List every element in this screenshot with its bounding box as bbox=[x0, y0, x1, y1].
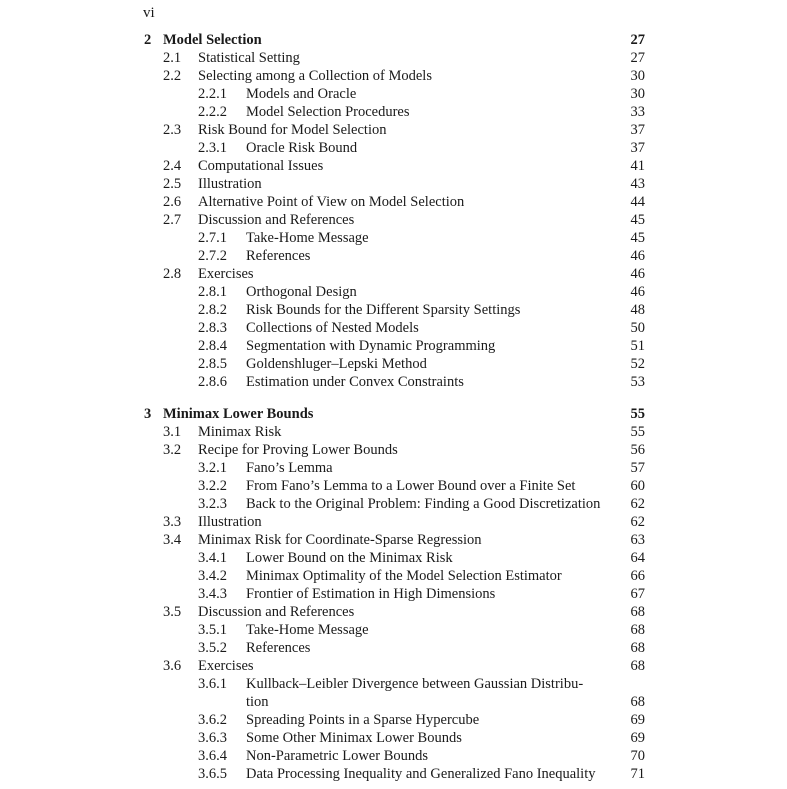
toc-entry-number: 2.7 bbox=[163, 212, 182, 228]
toc-entry-number: 3.2.2 bbox=[198, 478, 227, 494]
toc-entry-number: 2.8 bbox=[163, 266, 182, 282]
toc-subsection-row bbox=[0, 567, 787, 585]
toc-entry-title: Estimation under Convex Constraints bbox=[246, 374, 464, 390]
toc-entry-page: 27 bbox=[630, 32, 645, 48]
toc-entry-number: 2 bbox=[144, 32, 152, 48]
toc-entry-number: 3.4.3 bbox=[198, 586, 227, 602]
toc-entry-title: Minimax Risk for Coordinate-Sparse Regression bbox=[198, 532, 482, 548]
toc-subsection-row bbox=[0, 319, 787, 337]
toc-entry-number: 2.2 bbox=[163, 68, 182, 84]
toc-subsection-row bbox=[0, 711, 787, 729]
toc-entry-title: Take-Home Message bbox=[246, 230, 369, 246]
toc-section-row bbox=[0, 265, 787, 283]
toc-chapter-row bbox=[0, 405, 787, 423]
toc-entry-page: 50 bbox=[630, 320, 645, 336]
toc-subsection-row bbox=[0, 139, 787, 157]
toc-section-row bbox=[0, 657, 787, 675]
toc-entry-number: 2.8.6 bbox=[198, 374, 227, 390]
toc-entry-title: Exercises bbox=[198, 266, 254, 282]
toc-section-row bbox=[0, 531, 787, 549]
toc-subsection-row bbox=[0, 747, 787, 765]
toc-entry-title: Selecting among a Collection of Models bbox=[198, 68, 432, 84]
toc-section-row bbox=[0, 121, 787, 139]
toc-entry-number: 3.4.2 bbox=[198, 568, 227, 584]
toc-entry-title: Non-Parametric Lower Bounds bbox=[246, 748, 429, 764]
toc-subsection-row bbox=[0, 85, 787, 103]
toc-subsection-row bbox=[0, 639, 787, 657]
toc-entry-page: 30 bbox=[630, 86, 645, 102]
toc-entry-title: Lower Bound on the Minimax Risk bbox=[246, 550, 453, 566]
toc-subsection-row bbox=[0, 301, 787, 319]
toc-subsection-row bbox=[0, 621, 787, 639]
toc-entry-title: Discussion and References bbox=[198, 212, 355, 228]
toc-entry-number: 3.1 bbox=[163, 424, 182, 440]
toc-entry-number: 3.6.3 bbox=[198, 730, 227, 746]
toc-entry-page: 27 bbox=[630, 50, 645, 66]
toc-section-row bbox=[0, 603, 787, 621]
toc-entry-title: Kullback–Leibler Divergence between Gaussian Distribu- bbox=[246, 676, 584, 692]
toc-entry-page: 69 bbox=[630, 712, 645, 728]
toc-entry-number: 2.2.2 bbox=[198, 104, 227, 120]
toc-entry-title: Some Other Minimax Lower Bounds bbox=[246, 730, 462, 746]
toc-entry-title: Collections of Nested Models bbox=[246, 320, 419, 336]
toc-entry-number: 3.6.5 bbox=[198, 766, 227, 782]
toc-entry-number: 3.6 bbox=[163, 658, 182, 674]
toc-subsection-row bbox=[0, 585, 787, 603]
toc-entry-title: Data Processing Inequality and Generalized Fano Inequality bbox=[246, 766, 596, 782]
toc-entry-number: 2.1 bbox=[163, 50, 182, 66]
toc-entry-title: Orthogonal Design bbox=[246, 284, 357, 300]
toc-entry-page: 57 bbox=[630, 460, 645, 476]
toc-entry-page: 45 bbox=[630, 230, 645, 246]
toc-entry-number: 3.2 bbox=[163, 442, 182, 458]
toc-entry-page: 67 bbox=[630, 586, 645, 602]
toc-section-row bbox=[0, 175, 787, 193]
toc-entry-number: 3.6.4 bbox=[198, 748, 227, 764]
toc-entry-page: 55 bbox=[630, 406, 645, 422]
toc-entry-number: 2.3.1 bbox=[198, 140, 227, 156]
toc-section-row bbox=[0, 49, 787, 67]
toc-entry-title: Recipe for Proving Lower Bounds bbox=[198, 442, 398, 458]
toc-entry-page: 51 bbox=[630, 338, 645, 354]
toc-section-row bbox=[0, 441, 787, 459]
toc-entry-page: 63 bbox=[630, 532, 645, 548]
toc-entry-number: 2.8.1 bbox=[198, 284, 227, 300]
toc-entry-page: 62 bbox=[630, 514, 645, 530]
toc-chapter-row bbox=[0, 31, 787, 49]
toc-section-row bbox=[0, 211, 787, 229]
toc-entry-title: Segmentation with Dynamic Programming bbox=[246, 338, 496, 354]
toc-entry-page: 52 bbox=[630, 356, 645, 372]
toc-entry-title: Illustration bbox=[198, 176, 262, 192]
toc-entry-page: 62 bbox=[630, 496, 645, 512]
toc-subsection-row bbox=[0, 103, 787, 121]
toc-entry-title: Minimax Lower Bounds bbox=[163, 406, 314, 422]
toc-entry-number: 3.2.3 bbox=[198, 496, 227, 512]
toc-subsection-row bbox=[0, 765, 787, 783]
toc-entry-title: Alternative Point of View on Model Selection bbox=[198, 194, 465, 210]
toc-entry-number: 3.4 bbox=[163, 532, 182, 548]
toc-entry-page: 46 bbox=[630, 284, 645, 300]
toc-entry-page: 64 bbox=[630, 550, 645, 566]
toc-subsection-row bbox=[0, 477, 787, 495]
toc-entry-title: Oracle Risk Bound bbox=[246, 140, 358, 156]
toc-subsection-row bbox=[0, 459, 787, 477]
toc-entry-title: Minimax Risk bbox=[198, 424, 282, 440]
toc-entry-page: 37 bbox=[630, 140, 645, 156]
toc-section-row bbox=[0, 193, 787, 211]
toc-subsection-row bbox=[0, 549, 787, 567]
toc-entry-number: 3.3 bbox=[163, 514, 182, 530]
toc-entry-title: Illustration bbox=[198, 514, 262, 530]
toc-entry-page: 48 bbox=[630, 302, 645, 318]
toc-entry-title: Take-Home Message bbox=[246, 622, 369, 638]
toc-entry-page: 44 bbox=[630, 194, 645, 210]
toc-entry-page: 56 bbox=[630, 442, 645, 458]
toc-subsection-row bbox=[0, 693, 787, 711]
toc-entry-page: 55 bbox=[630, 424, 645, 440]
toc-subsection-row bbox=[0, 495, 787, 513]
toc-entry-title: Statistical Setting bbox=[198, 50, 300, 66]
toc-entry-page: 70 bbox=[630, 748, 645, 764]
toc-entry-number: 2.2.1 bbox=[198, 86, 227, 102]
toc-entry-title: Fano’s Lemma bbox=[246, 460, 333, 476]
toc-entry-number: 2.8.4 bbox=[198, 338, 227, 354]
toc-section-row bbox=[0, 157, 787, 175]
toc-entry-title: Risk Bounds for the Different Sparsity Settings bbox=[246, 302, 521, 318]
toc-entry-title: Model Selection Procedures bbox=[246, 104, 410, 120]
toc-entry-page: 68 bbox=[630, 658, 645, 674]
toc-section-row bbox=[0, 423, 787, 441]
toc-entry-number: 3.6.1 bbox=[198, 676, 227, 692]
toc-entry-number: 3.6.2 bbox=[198, 712, 227, 728]
toc-entry-page: 33 bbox=[630, 104, 645, 120]
toc-entry-number: 3.2.1 bbox=[198, 460, 227, 476]
toc-entry-page: 71 bbox=[630, 766, 645, 782]
toc-entry-title: Spreading Points in a Sparse Hypercube bbox=[246, 712, 480, 728]
toc-entry-number: 2.8.2 bbox=[198, 302, 227, 318]
toc-entry-number: 2.3 bbox=[163, 122, 182, 138]
toc-entry-title: tion bbox=[246, 694, 269, 710]
toc-subsection-row bbox=[0, 247, 787, 265]
toc-entry-page: 30 bbox=[630, 68, 645, 84]
toc-subsection-row bbox=[0, 729, 787, 747]
toc-subsection-row bbox=[0, 373, 787, 391]
toc-entry-number: 3 bbox=[144, 406, 152, 422]
toc-subsection-row bbox=[0, 355, 787, 373]
toc-entry-title: References bbox=[246, 640, 311, 656]
toc-subsection-row bbox=[0, 675, 787, 693]
toc-entry-title: Minimax Optimality of the Model Selection Estimator bbox=[246, 568, 562, 584]
toc-entry-page: 60 bbox=[630, 478, 645, 494]
toc-entry-number: 2.7.2 bbox=[198, 248, 227, 264]
toc-section-row bbox=[0, 67, 787, 85]
toc-entry-number: 3.5.1 bbox=[198, 622, 227, 638]
toc-entry-title: References bbox=[246, 248, 311, 264]
toc-entry-page: 68 bbox=[630, 604, 645, 620]
page-folio: vi bbox=[143, 5, 155, 21]
toc-entry-page: 41 bbox=[630, 158, 645, 174]
toc-section-row bbox=[0, 513, 787, 531]
toc-entry-title: Back to the Original Problem: Finding a Good Discretization bbox=[246, 496, 601, 512]
toc-subsection-row bbox=[0, 283, 787, 301]
toc-entry-number: 2.6 bbox=[163, 194, 182, 210]
toc-entry-title: From Fano’s Lemma to a Lower Bound over a Finite Set bbox=[246, 478, 576, 494]
toc-entry-title: Model Selection bbox=[163, 32, 262, 48]
toc-entry-page: 68 bbox=[630, 622, 645, 638]
toc-entry-title: Risk Bound for Model Selection bbox=[198, 122, 387, 138]
toc-entry-number: 2.5 bbox=[163, 176, 182, 192]
toc-entry-title: Exercises bbox=[198, 658, 254, 674]
toc-entry-page: 46 bbox=[630, 266, 645, 282]
toc-entry-page: 43 bbox=[630, 176, 645, 192]
toc-entry-page: 45 bbox=[630, 212, 645, 228]
toc-entry-page: 68 bbox=[630, 640, 645, 656]
toc-subsection-row bbox=[0, 337, 787, 355]
toc-entry-title: Discussion and References bbox=[198, 604, 355, 620]
toc-entry-title: Models and Oracle bbox=[246, 86, 357, 102]
toc-entry-title: Frontier of Estimation in High Dimensions bbox=[246, 586, 496, 602]
toc-entry-number: 3.5 bbox=[163, 604, 182, 620]
toc-entry-number: 2.8.3 bbox=[198, 320, 227, 336]
toc-entry-number: 3.5.2 bbox=[198, 640, 227, 656]
toc-entry-number: 2.8.5 bbox=[198, 356, 227, 372]
toc-entry-page: 66 bbox=[630, 568, 645, 584]
toc-entry-number: 2.7.1 bbox=[198, 230, 227, 246]
toc-entry-page: 37 bbox=[630, 122, 645, 138]
toc-entry-page: 53 bbox=[630, 374, 645, 390]
toc-entry-title: Computational Issues bbox=[198, 158, 324, 174]
toc-entry-page: 68 bbox=[630, 694, 645, 710]
toc-entry-page: 46 bbox=[630, 248, 645, 264]
toc-subsection-row bbox=[0, 229, 787, 247]
toc-entry-number: 3.4.1 bbox=[198, 550, 227, 566]
toc-entry-title: Goldenshluger–Lepski Method bbox=[246, 356, 427, 372]
toc-entry-number: 2.4 bbox=[163, 158, 182, 174]
toc-entry-page: 69 bbox=[630, 730, 645, 746]
